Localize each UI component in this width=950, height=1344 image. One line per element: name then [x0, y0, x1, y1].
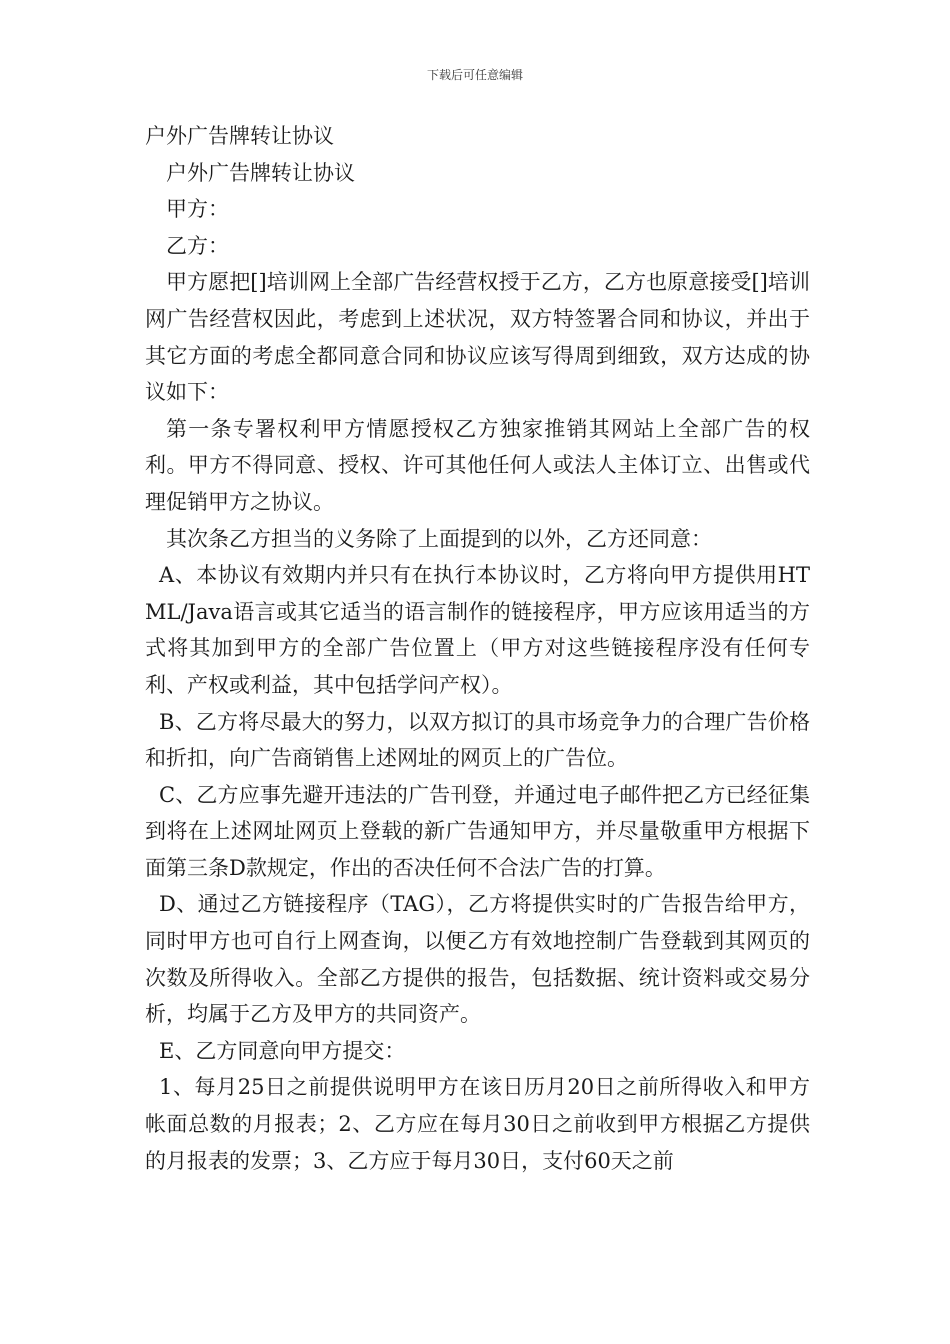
party-a-line: 甲方： — [166, 197, 229, 222]
clause-e-items-paragraph: 1、每月25日之前提供说明甲方在该日历月20日之前所得收入和甲方帐面总数的月报表；2、乙方应在每月30日之前收到甲方根据乙方提供的月报表的发票；3、乙方应于每月30日，支付60天之前 — [145, 1075, 810, 1173]
clause-e-paragraph: E、乙方同意向甲方提交： — [159, 1038, 406, 1063]
preamble-paragraph: 甲方愿把[]培训网上全部广告经营权授于乙方，乙方也原意接受[]培训网广告经营权因此，考虑到上述状况，双方特签署合同和协议，并出于其它方面的考虑全都同意合同和协议应该写得周到细致，双方达成的协议如下： — [145, 270, 810, 405]
clause-d-paragraph: D、通过乙方链接程序（TAG），乙方将提供实时的广告报告给甲方，同时甲方也可自行上网查询，以便乙方有效地控制广告登载到其网页的次数及所得收入。全部乙方提供的报告，包括数据、统计资料或交易分析，均属于乙方及甲方的共同资产。 — [145, 892, 810, 1027]
document-body — [145, 118, 810, 1179]
party-b-line: 乙方： — [166, 233, 229, 258]
agreement-title: 户外广告牌转让协议 — [166, 160, 355, 185]
clause-a-paragraph: A、本协议有效期内并只有在执行本协议时，乙方将向甲方提供用HTML/Java语言或其它适当的语言制作的链接程序，甲方应该用适当的方式将其加到甲方的全部广告位置上（甲方对这些链接程序没有任何专利、产权或利益，其中包括学问产权）。 — [145, 563, 810, 697]
page-header: 下载后可任意编辑 — [426, 68, 523, 82]
clause-c-paragraph: C、乙方应事先避开违法的广告刊登，并通过电子邮件把乙方已经征集到将在上述网址网页上登载的新广告通知甲方，并尽量敬重甲方根据下面第三条D款规定，作出的否决任何不合法广告的打算。 — [145, 782, 810, 880]
article-1-paragraph: 第一条专署权利甲方情愿授权乙方独家推销其网站上全部广告的权利。甲方不得同意、授权、许可其他任何人或法人主体订立、出售或代理促销甲方之协议。 — [145, 416, 810, 514]
article-2-paragraph: 其次条乙方担当的义务除了上面提到的以外，乙方还同意： — [166, 526, 712, 551]
document-title: 户外广告牌转让协议 — [145, 124, 334, 148]
clause-b-paragraph: B、乙方将尽最大的努力，以双方拟订的具市场竞争力的合理广告价格和折扣，向广告商销售上述网址的网页上的广告位。 — [145, 709, 810, 771]
